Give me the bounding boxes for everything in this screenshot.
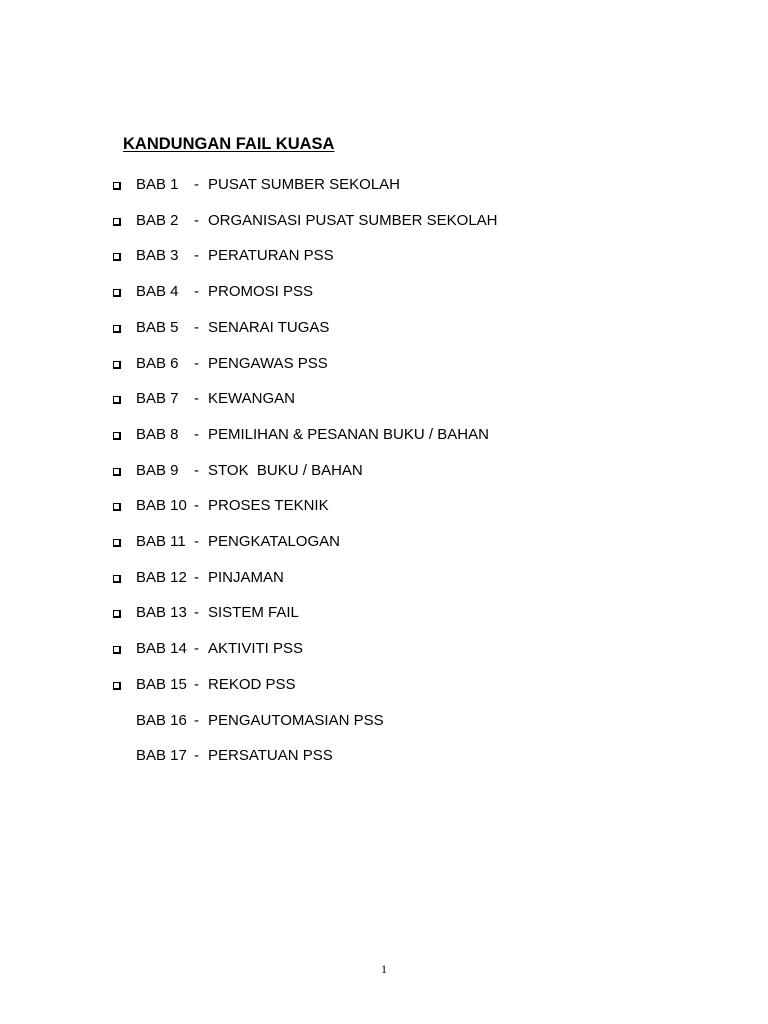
square-bullet-icon (113, 468, 121, 476)
separator-dash: - (194, 318, 199, 336)
separator-dash: - (194, 604, 199, 622)
separator-dash: - (194, 568, 199, 586)
chapter-title: ORGANISASI PUSAT SUMBER SEKOLAH (208, 211, 498, 229)
chapter-label: BAB 9 (136, 461, 179, 479)
chapter-label: BAB 13 (136, 604, 187, 622)
list-item (0, 209, 700, 233)
chapter-label: BAB 12 (136, 568, 187, 586)
chapter-label: BAB 2 (136, 211, 179, 229)
chapter-title: PROSES TEKNIK (208, 497, 329, 515)
list-item (0, 387, 700, 411)
separator-dash: - (194, 533, 199, 550)
chapter-label: BAB 1 (136, 176, 179, 193)
list-item (0, 352, 700, 376)
chapter-title: SISTEM FAIL (208, 604, 299, 622)
separator-dash: - (194, 711, 199, 729)
list-item (0, 459, 700, 483)
square-bullet-icon (113, 575, 121, 583)
list-item (0, 494, 700, 518)
chapter-label: BAB 11 (136, 533, 186, 550)
square-bullet-icon (113, 289, 121, 297)
separator-dash: - (194, 461, 199, 479)
chapter-label: BAB 5 (136, 318, 179, 336)
square-bullet-icon (113, 539, 121, 547)
page-title: KANDUNGAN FAIL KUASA (123, 135, 335, 153)
square-bullet-icon (113, 218, 121, 226)
chapter-label: BAB 8 (136, 425, 179, 443)
square-bullet-icon (113, 682, 121, 690)
list-item (0, 566, 700, 590)
list-item (0, 744, 700, 768)
square-bullet-icon (113, 361, 121, 369)
list-item (0, 673, 700, 697)
list-item (0, 601, 700, 625)
chapter-label: BAB 7 (136, 390, 179, 408)
square-bullet-icon (113, 253, 121, 261)
chapter-label: BAB 17 (136, 747, 187, 765)
chapter-title: STOK BUKU / BAHAN (208, 461, 363, 479)
square-bullet-icon (113, 646, 121, 654)
chapter-title: PENGAUTOMASIAN PSS (208, 711, 384, 729)
chapter-title: PEMILIHAN & PESANAN BUKU / BAHAN (208, 425, 489, 443)
chapter-title: PENGKATALOGAN (208, 533, 340, 550)
chapter-title: PUSAT SUMBER SEKOLAH (208, 176, 400, 193)
chapter-title: AKTIVITI PSS (208, 640, 304, 658)
chapter-title: KEWANGAN (208, 390, 295, 408)
chapter-title: PERATURAN PSS (208, 247, 334, 265)
list-item (0, 637, 700, 661)
page-number: 1 (381, 962, 387, 976)
chapter-title: PINJAMAN (208, 568, 284, 586)
chapter-title: REKOD PSS (208, 675, 296, 693)
separator-dash: - (194, 283, 199, 301)
chapter-title: SENARAI TUGAS (208, 318, 330, 336)
chapter-label: BAB 14 (136, 640, 187, 658)
square-bullet-icon (113, 325, 121, 333)
separator-dash: - (194, 211, 199, 229)
chapter-label: BAB 10 (136, 497, 187, 515)
chapter-title: PERSATUAN PSS (208, 747, 333, 765)
list-item (0, 423, 700, 447)
square-bullet-icon (113, 610, 121, 618)
list-item (0, 173, 700, 197)
list-item (0, 709, 700, 733)
separator-dash: - (194, 354, 199, 372)
chapter-title: PENGAWAS PSS (208, 354, 328, 372)
chapter-label: BAB 4 (136, 283, 179, 301)
square-bullet-icon (113, 503, 121, 511)
list-item (0, 316, 700, 340)
separator-dash: - (194, 497, 199, 515)
chapter-label: BAB 3 (136, 247, 179, 265)
separator-dash: - (194, 425, 199, 443)
chapter-label: BAB 15 (136, 675, 187, 693)
chapter-label: BAB 6 (136, 354, 179, 372)
chapter-title: PROMOSI PSS (208, 283, 314, 301)
list-item (0, 280, 700, 304)
square-bullet-icon (113, 182, 121, 190)
separator-dash: - (194, 176, 199, 193)
list-item (0, 244, 700, 268)
separator-dash: - (194, 747, 199, 765)
square-bullet-icon (113, 396, 121, 404)
square-bullet-icon (113, 432, 121, 440)
chapter-label: BAB 16 (136, 711, 187, 729)
separator-dash: - (194, 247, 199, 265)
list-item (0, 530, 700, 554)
separator-dash: - (194, 390, 199, 408)
separator-dash: - (194, 675, 199, 693)
separator-dash: - (194, 640, 199, 658)
